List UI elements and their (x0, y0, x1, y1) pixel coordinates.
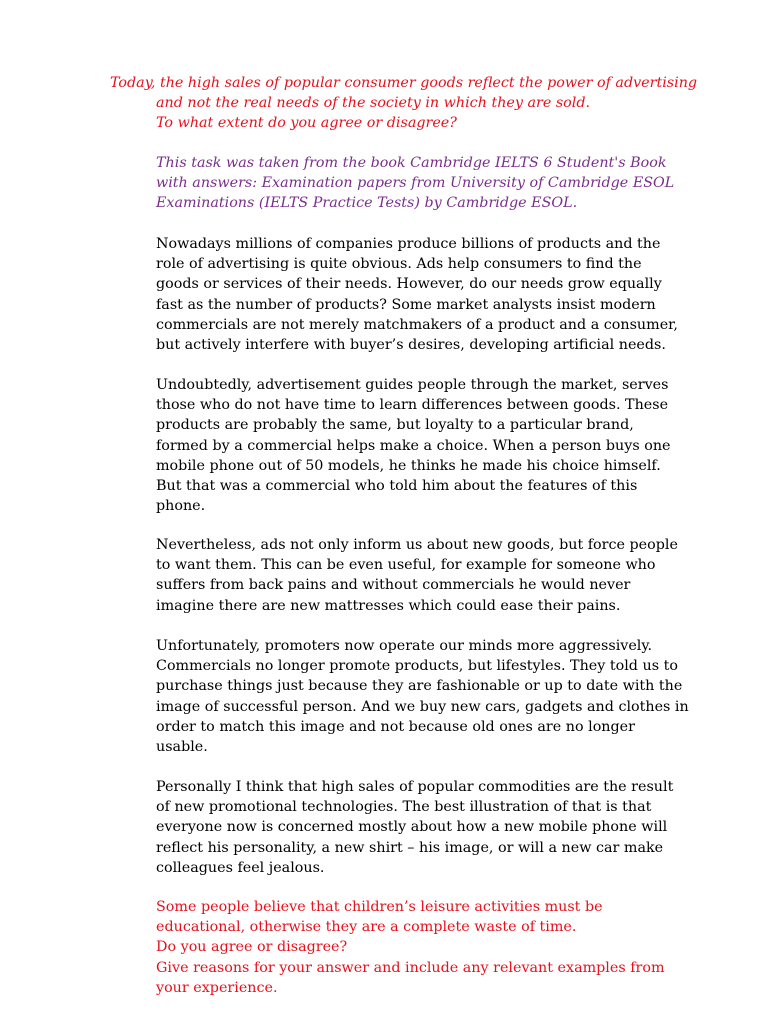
task-prompt (110, 73, 716, 134)
essay-line: commercials are not merely matchmakers of a product and a consumer, (156, 316, 678, 333)
essay-line: suffers from back pains and without commercials he would never (156, 577, 631, 594)
essay-line: Nevertheless, ads not only inform us about new goods, but force people (156, 537, 678, 553)
essay-line: products are probably the same, but loyalty to a particular brand, (156, 417, 634, 434)
essay-line: imagine there are new mattresses which could ease their pains. (156, 597, 621, 614)
essay-line: to want them. This can be even useful, for example for someone who (156, 557, 656, 574)
essay-line: goods or services of their needs. However, do our needs grow equally (156, 276, 662, 293)
next-task-line: Some people believe that children’s leisure activities must be (156, 899, 603, 915)
essay-line: those who do not have time to learn differences between goods. These (156, 397, 669, 414)
source-note-line: Examinations (IELTS Practice Tests) by Cambridge ESOL. (156, 195, 578, 212)
essay-line: everyone now is concerned mostly about how a new mobile phone will (156, 819, 668, 836)
essay-line: order to match this image and not because old ones are no longer (156, 718, 635, 735)
next-task-line: your experience. (156, 979, 278, 996)
essay-line: Commercials no longer promote products, but lifestyles. They told us to (156, 658, 678, 675)
task-prompt-line: To what extent do you agree or disagree? (156, 115, 457, 132)
essay-paragraph-2 (156, 375, 716, 516)
essay-line: colleagues feel jealous. (156, 859, 325, 876)
essay-line: phone. (156, 498, 206, 515)
essay-paragraph-4 (156, 636, 716, 757)
source-note-line: This task was taken from the book Cambridge IELTS 6 Student's Book (156, 155, 667, 171)
task-prompt-line: and not the real needs of the society in which they are sold. (156, 95, 591, 112)
essay-line: But that was a commercial who told him about the features of this (156, 478, 638, 495)
source-note (156, 153, 716, 214)
essay-paragraph-1 (156, 234, 716, 355)
next-task-prompt (156, 897, 716, 998)
essay-line: Undoubtedly, advertisement guides people through the market, serves (156, 377, 669, 393)
essay-paragraph-5 (156, 777, 716, 878)
essay-line: Unfortunately, promoters now operate our minds more aggressively. (156, 638, 653, 654)
essay-paragraph-3 (156, 535, 716, 616)
essay-line: Nowadays millions of companies produce billions of products and the (156, 236, 661, 252)
essay-line: image of successful person. And we buy new cars, gadgets and clothes in (156, 698, 689, 715)
essay-line: role of advertising is quite obvious. Ads help consumers to find the (156, 256, 642, 273)
essay-line: reflect his personality, a new shirt – his image, or will a new car make (156, 839, 664, 856)
essay-line: purchase things just because they are fashionable or up to date with the (156, 678, 683, 695)
essay-line: but actively interfere with buyer’s desires, developing artificial needs. (156, 337, 666, 354)
next-task-line: educational, otherwise they are a complete waste of time. (156, 919, 577, 936)
next-task-line: Do you agree or disagree? (156, 939, 348, 956)
essay-line: Personally I think that high sales of popular commodities are the result (156, 779, 674, 795)
next-task-line: Give reasons for your answer and include any relevant examples from (156, 959, 665, 976)
essay-line: formed by a commercial helps make a choice. When a person buys one (156, 437, 671, 454)
essay-line: mobile phone out of 50 models, he thinks he made his choice himself. (156, 457, 661, 474)
task-prompt-line: Today, the high sales of popular consumer goods reflect the power of advertising (110, 75, 698, 91)
source-note-line: with answers: Examination papers from University of Cambridge ESOL (156, 175, 675, 192)
essay-line: fast as the number of products? Some market analysts insist modern (156, 296, 656, 313)
essay-line: usable. (156, 739, 208, 756)
essay-line: of new promotional technologies. The best illustration of that is that (156, 799, 652, 816)
